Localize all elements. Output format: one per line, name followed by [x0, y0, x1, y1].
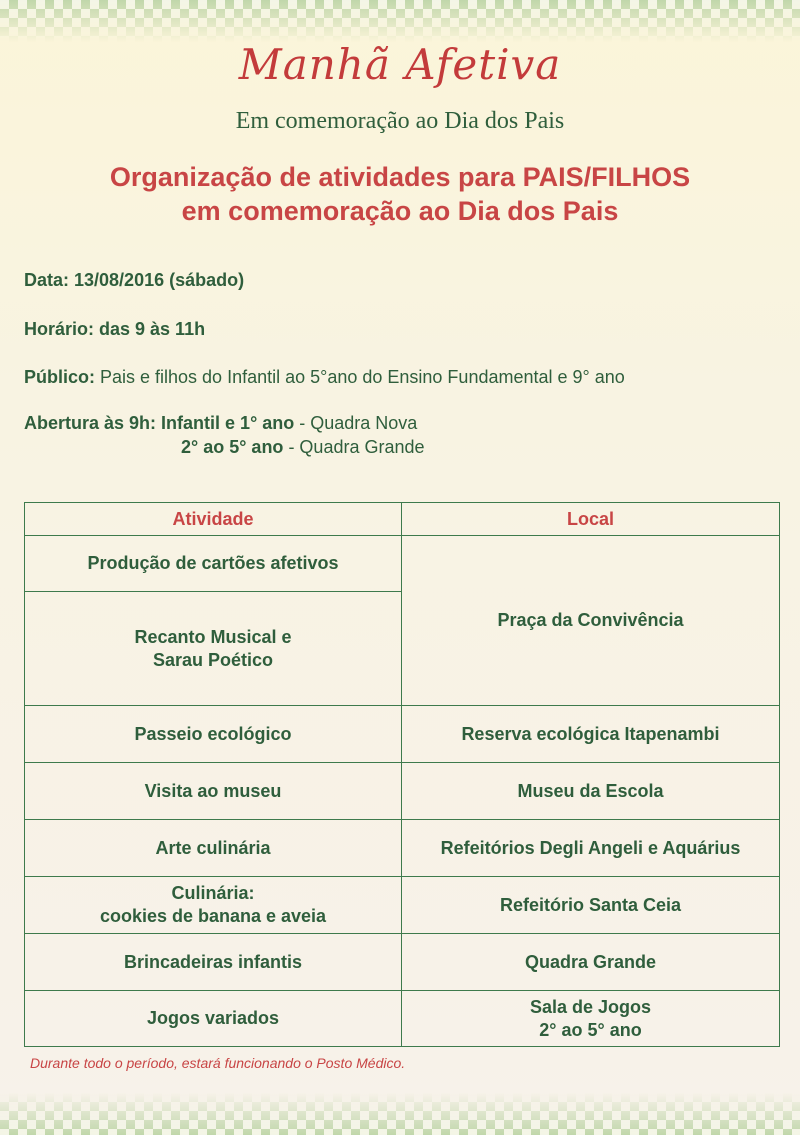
opening-group-2: 2° ao 5° ano [181, 437, 284, 457]
activity-cell: Arte culinária [25, 820, 402, 877]
time-text: Horário: das 9 às 11h [24, 319, 206, 339]
headline-line-2: em comemoração ao Dia dos Pais [181, 196, 619, 226]
time-line [24, 319, 205, 340]
activity-cell: Passeio ecológico [25, 706, 402, 763]
opening-group-1: Infantil e 1° ano [156, 413, 295, 433]
gingham-border-bottom [0, 1093, 800, 1135]
activities-table [24, 502, 780, 1047]
header-local: Local [402, 503, 780, 536]
activity-cell: Jogos variados [25, 991, 402, 1047]
table-row [25, 763, 780, 820]
opening-line-1 [24, 413, 417, 434]
headline [0, 160, 800, 228]
local-cell: Sala de Jogos 2° ao 5° ano [402, 991, 780, 1047]
table-row [25, 877, 780, 934]
audience-label: Público: [24, 367, 95, 387]
gingham-border-top [0, 0, 800, 42]
opening-line-2 [181, 437, 425, 458]
activity-cell: Visita ao museu [25, 763, 402, 820]
opening-place-1: - Quadra Nova [294, 413, 418, 433]
table-row [25, 820, 780, 877]
table-row [25, 934, 780, 991]
header-activity: Atividade [25, 503, 402, 536]
local-cell: Refeitórios Degli Angeli e Aquárius [402, 820, 780, 877]
table-row [25, 991, 780, 1047]
date-text: Data: 13/08/2016 (sábado) [24, 270, 245, 290]
activity-cell: Produção de cartões afetivos [25, 536, 402, 592]
event-title: Manhã Afetiva [238, 40, 562, 89]
table-row [25, 536, 780, 592]
local-cell: Reserva ecológica Itapenambi [402, 706, 780, 763]
activity-cell: Culinária: cookies de banana e aveia [25, 877, 402, 934]
table-header-row [25, 503, 780, 536]
audience-value: Pais e filhos do Infantil ao 5°ano do Ensino Fundamental e 9° ano [95, 367, 625, 387]
headline-line-1: Organização de atividades para PAIS/FILHOS [109, 162, 691, 192]
local-cell: Quadra Grande [402, 934, 780, 991]
footnote: Durante todo o período, estará funcionando o Posto Médico. [30, 1055, 406, 1071]
audience-line [24, 367, 625, 388]
opening-place-2: - Quadra Grande [283, 437, 425, 457]
opening-label: Abertura às 9h: [24, 413, 157, 433]
table-row [25, 706, 780, 763]
date-line [24, 270, 244, 291]
event-subtitle: Em comemoração ao Dia dos Pais [235, 108, 565, 134]
activity-cell: Recanto Musical e Sarau Poético [25, 592, 402, 706]
local-cell: Museu da Escola [402, 763, 780, 820]
local-cell: Praça da Convivência [402, 536, 780, 706]
activity-cell: Brincadeiras infantis [25, 934, 402, 991]
local-cell: Refeitório Santa Ceia [402, 877, 780, 934]
